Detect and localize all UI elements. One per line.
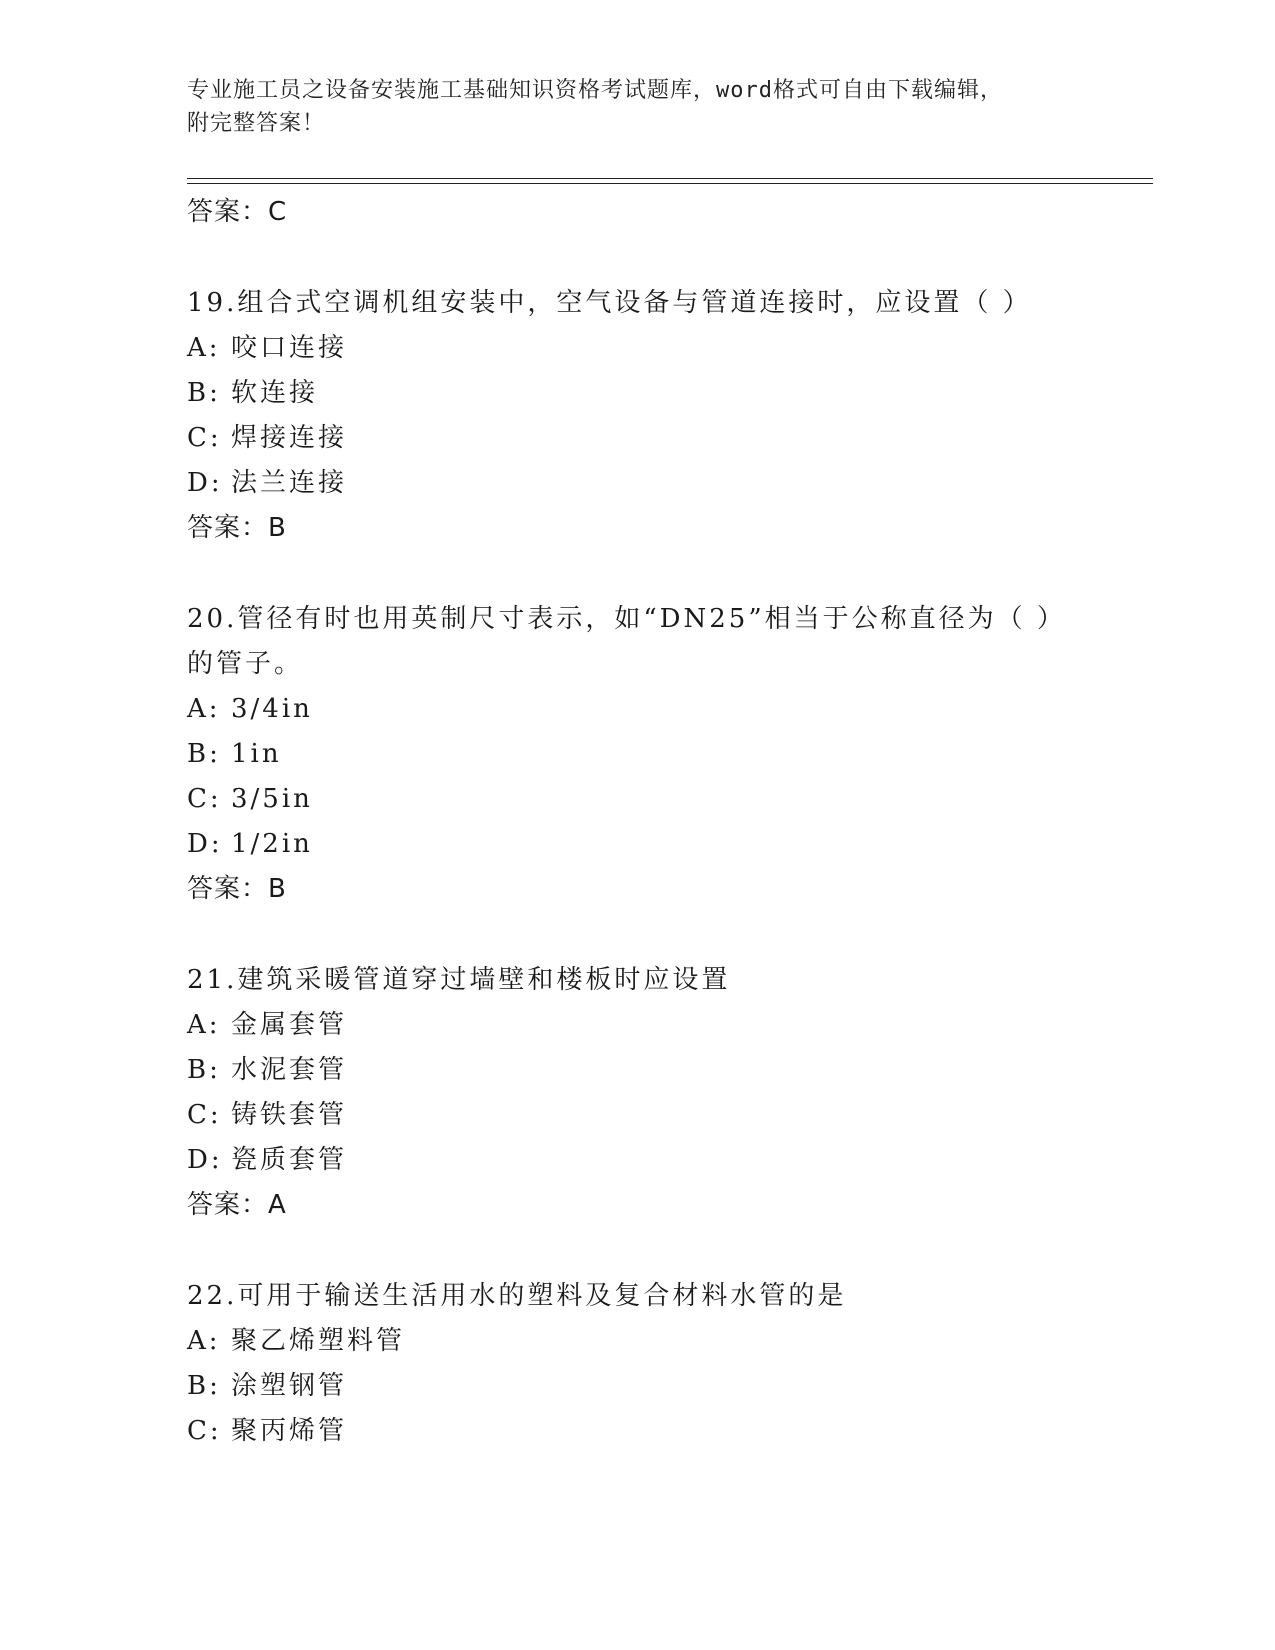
option-text: 金属套管 [231,1010,348,1040]
option-key: D: [187,1145,223,1175]
header-divider-bottom [187,183,1153,184]
option-key: C: [187,1416,222,1446]
option-a [187,326,1147,371]
option-b [187,371,1147,416]
option-key: D: [187,829,223,859]
option-key: C: [187,423,222,453]
question-text: 20.管径有时也用英制尺寸表示，如“DN25”相当于公称直径为（ ） [187,604,1066,634]
question-text: 22.可用于输送生活用水的塑料及复合材料水管的是 [187,1281,847,1311]
option-text: 聚乙烯塑料管 [231,1326,406,1356]
header-title-line-1: 专业施工员之设备安装施工基础知识资格考试题库，word格式可自由下载编辑， [187,78,1003,103]
spacer [187,551,1147,597]
spacer [187,1228,1147,1274]
option-b [187,732,1147,777]
header-divider-top [187,178,1153,179]
option-b [187,1364,1147,1409]
option-key: A: [187,333,221,363]
option-key: B: [187,1371,221,1401]
option-key: B: [187,739,221,769]
document-header [187,74,1067,140]
option-text: 1/2in [231,829,313,859]
option-c [187,777,1147,822]
option-text: 1in [231,739,282,769]
question-text: 19.组合式空调机组安装中，空气设备与管道连接时，应设置（ ） [187,288,1032,318]
option-key: A: [187,694,221,724]
option-c [187,1093,1147,1138]
option-a [187,1003,1147,1048]
option-text: 焊接连接 [231,423,348,453]
option-text: 涂塑钢管 [231,1371,348,1401]
option-b [187,1048,1147,1093]
option-key: A: [187,1010,221,1040]
option-text: 聚丙烯管 [231,1416,348,1446]
option-text: 瓷质套管 [231,1145,348,1175]
option-d [187,822,1147,867]
option-d [187,1138,1147,1183]
option-key: C: [187,784,222,814]
option-text: 3/5in [231,784,313,814]
answer-previous: 答案：C [187,197,288,227]
option-text: 水泥套管 [231,1055,348,1085]
header-title-line-2: 附完整答案！ [187,111,326,136]
option-c [187,1409,1147,1454]
option-text: 软连接 [231,378,319,408]
spacer [187,235,1147,281]
option-text: 咬口连接 [231,333,348,363]
answer: 答案：B [187,513,287,543]
option-key: A: [187,1326,221,1356]
question-19 [187,281,1147,551]
question-21 [187,958,1147,1228]
option-text: 铸铁套管 [231,1100,348,1130]
option-a [187,1319,1147,1364]
answer: 答案：A [187,1190,287,1220]
question-22 [187,1274,1147,1454]
answer: 答案：B [187,874,287,904]
option-text: 3/4in [231,694,313,724]
option-key: B: [187,378,221,408]
question-text-continued: 的管子。 [187,649,304,679]
spacer [187,912,1147,958]
question-20 [187,597,1147,912]
option-a [187,687,1147,732]
option-key: D: [187,468,223,498]
question-text: 21.建筑采暖管道穿过墙壁和楼板时应设置 [187,965,731,995]
option-key: C: [187,1100,222,1130]
option-d [187,461,1147,506]
question-list [187,190,1147,1454]
option-text: 法兰连接 [231,468,348,498]
option-c [187,416,1147,461]
option-key: B: [187,1055,221,1085]
